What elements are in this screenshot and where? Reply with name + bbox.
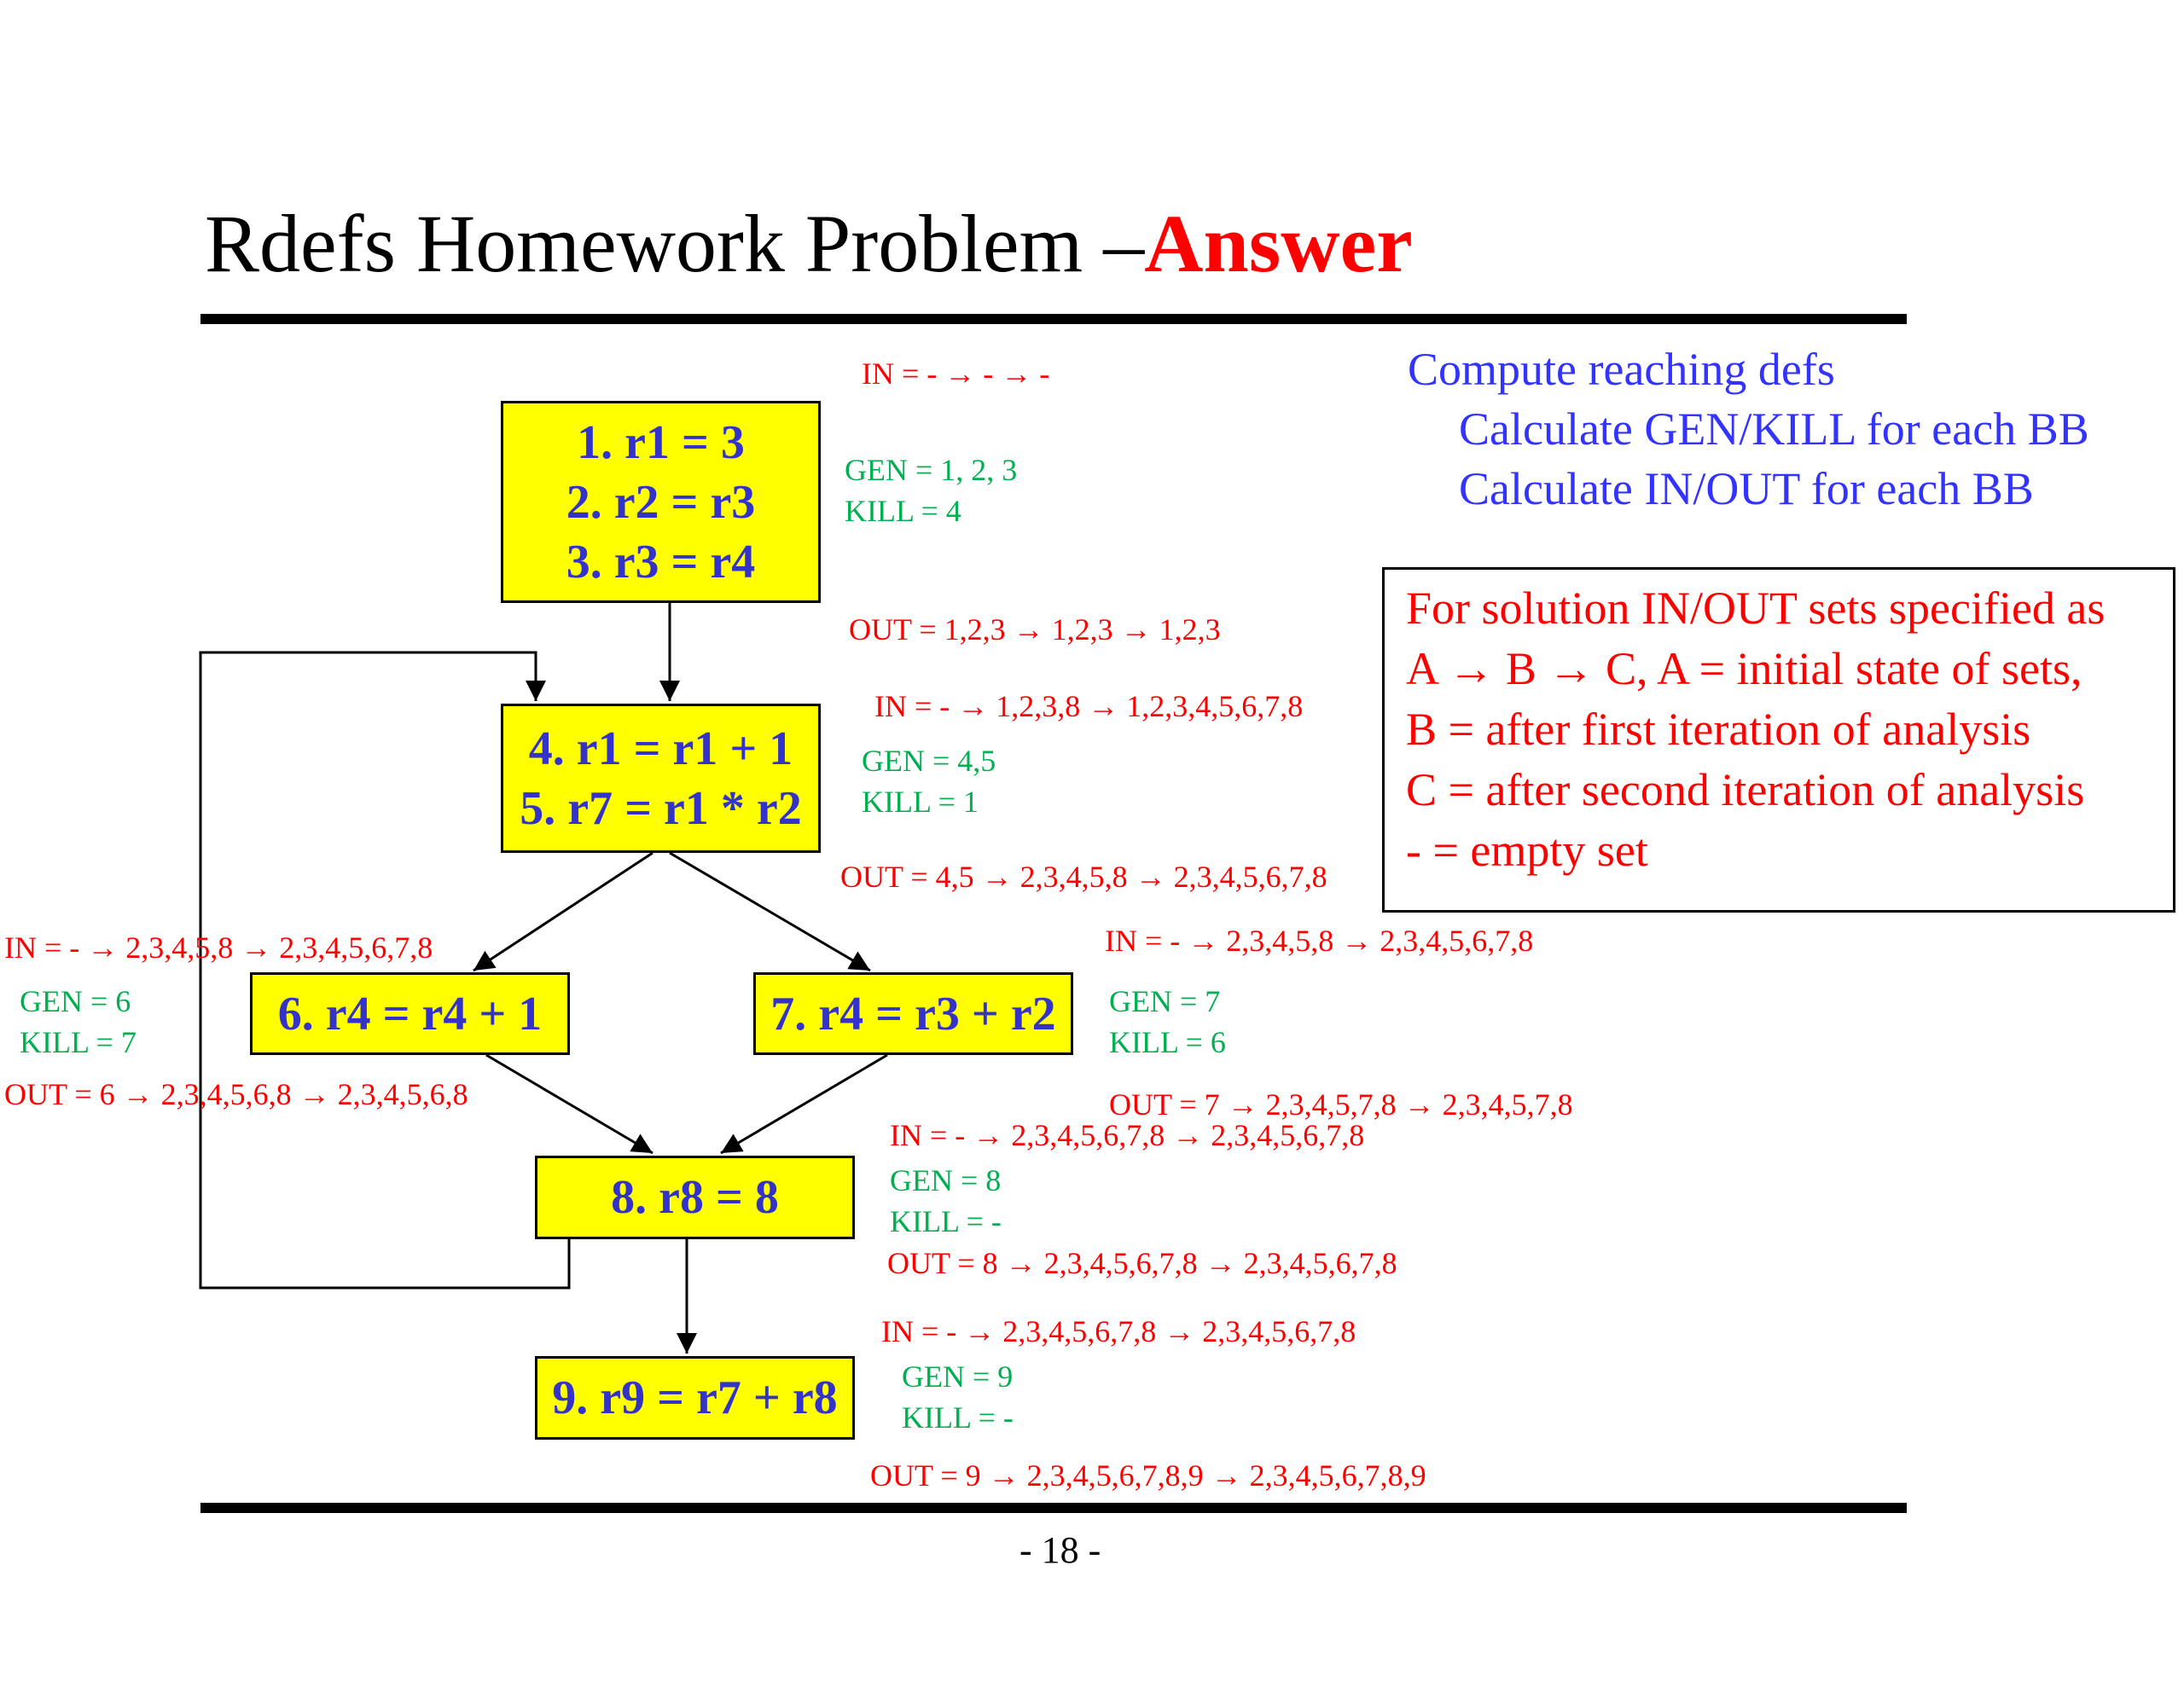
note-line-3: B = after first iteration of analysis: [1406, 704, 2031, 755]
bb4-gen: GEN = 7: [1109, 984, 1221, 1018]
instruction-compute: Compute reaching defs: [1408, 344, 1835, 395]
bb4-kill: KILL = 6: [1109, 1025, 1226, 1059]
bb6-gen: GEN = 9: [902, 1359, 1014, 1394]
basic-block-1: [501, 401, 821, 603]
instruction-inout: Calculate IN/OUT for each BB: [1459, 463, 2034, 514]
title-main: Rdefs Homework Problem –: [205, 198, 1145, 289]
bb3-kill: KILL = 7: [20, 1025, 136, 1059]
bb2-in-set: IN = - → 1,2,3,8 → 1,2,3,4,5,6,7,8: [874, 689, 1304, 723]
edge-bb4-bb5: [721, 1055, 887, 1153]
bb5-kill: KILL = -: [890, 1204, 1002, 1238]
solution-note-box: [1382, 567, 2175, 913]
bb5-in-set: IN = - → 2,3,4,5,6,7,8 → 2,3,4,5,6,7,8: [890, 1118, 1365, 1152]
instruction-8: 8. r8 = 8: [611, 1171, 779, 1224]
edge-bb2-bb3: [473, 853, 653, 971]
bb1-out-set: OUT = 1,2,3 → 1,2,3 → 1,2,3: [849, 612, 1221, 646]
basic-block-6: [535, 1356, 855, 1440]
bb1-in-set: IN = - → - → -: [862, 357, 1050, 391]
bb2-gen: GEN = 4,5: [862, 744, 996, 778]
bb1-gen: GEN = 1, 2, 3: [845, 453, 1018, 487]
instruction-5: 5. r7 = r1 * r2: [520, 781, 802, 835]
instruction-3: 3. r3 = r4: [566, 535, 756, 588]
bb6-kill: KILL = -: [902, 1400, 1014, 1435]
instruction-7: 7. r4 = r3 + r2: [770, 987, 1056, 1041]
bb5-gen: GEN = 8: [890, 1163, 1002, 1197]
bb5-out-set: OUT = 8 → 2,3,4,5,6,7,8 → 2,3,4,5,6,7,8: [887, 1246, 1397, 1280]
bb2-out-set: OUT = 4,5 → 2,3,4,5,8 → 2,3,4,5,6,7,8: [840, 860, 1327, 894]
bb4-out-set: OUT = 7 → 2,3,4,5,7,8 → 2,3,4,5,7,8: [1109, 1087, 1573, 1122]
note-line-4: C = after second iteration of analysis: [1406, 764, 2085, 815]
instruction-9: 9. r9 = r7 + r8: [552, 1371, 838, 1424]
instruction-6: 6. r4 = r4 + 1: [277, 987, 543, 1041]
note-line-1: For solution IN/OUT sets specified as: [1406, 583, 2106, 634]
bb3-out-set: OUT = 6 → 2,3,4,5,6,8 → 2,3,4,5,6,8: [4, 1077, 468, 1111]
note-line-5: - = empty set: [1406, 825, 1648, 876]
bb3-gen: GEN = 6: [20, 984, 131, 1018]
bb6-out-set: OUT = 9 → 2,3,4,5,6,7,8,9 → 2,3,4,5,6,7,8,9: [870, 1458, 1426, 1493]
page-number: - 18 -: [1019, 1529, 1101, 1571]
basic-block-2: [501, 704, 821, 853]
bb3-in-set: IN = - → 2,3,4,5,8 → 2,3,4,5,6,7,8: [4, 930, 433, 965]
bb6-in-set: IN = - → 2,3,4,5,6,7,8 → 2,3,4,5,6,7,8: [881, 1314, 1356, 1348]
edge-bb3-bb5: [486, 1055, 653, 1153]
instruction-4: 4. r1 = r1 + 1: [528, 722, 793, 775]
instruction-1: 1. r1 = 3: [577, 415, 745, 469]
instruction-2: 2. r2 = r3: [566, 475, 756, 529]
instruction-genkill: Calculate GEN/KILL for each BB: [1459, 403, 2089, 455]
bb4-in-set: IN = - → 2,3,4,5,8 → 2,3,4,5,6,7,8: [1105, 924, 1534, 958]
title-answer: Answer: [1144, 198, 1413, 289]
basic-block-3: [250, 972, 570, 1055]
bb1-kill: KILL = 4: [845, 494, 961, 528]
bb2-kill: KILL = 1: [862, 785, 979, 819]
basic-block-5: [535, 1156, 855, 1239]
basic-block-4: [753, 972, 1073, 1055]
note-line-2: A → B → C, A = initial state of sets,: [1406, 643, 2082, 694]
